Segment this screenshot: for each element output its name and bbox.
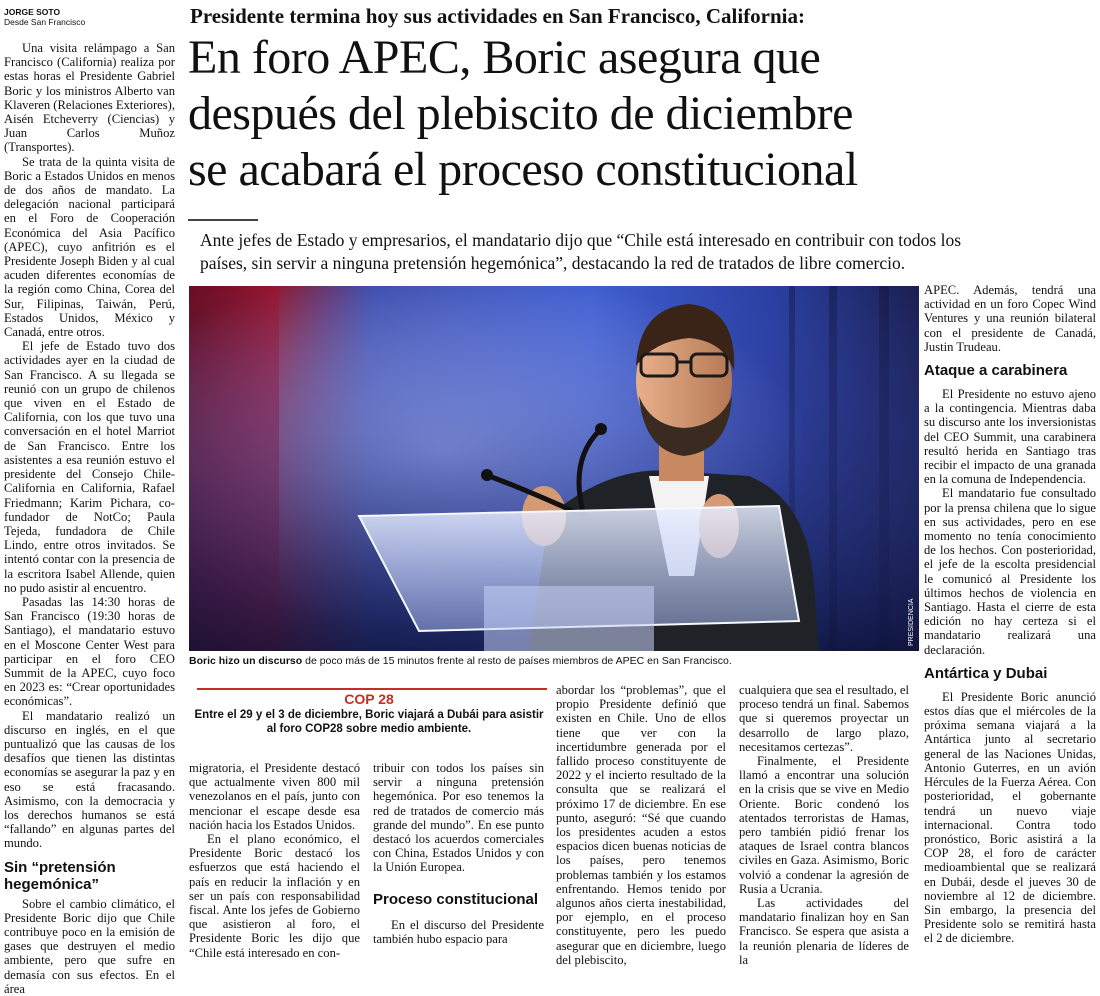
byline-author: JORGE SOTO: [4, 7, 61, 17]
headline-line-2: después del plebiscito de diciembre: [188, 87, 853, 140]
headline-divider: [188, 219, 258, 221]
col2-paragraph-1: migratoria, el Presidente destacó que actualmente viven 800 mil venezolanos en el país, junto con mencionar el escape desde esa nación hacia los Estados Unidos.: [189, 761, 360, 832]
cop28-title: COP 28: [344, 691, 394, 707]
subheading-antartica: Antártica y Dubai: [924, 664, 1048, 682]
cop28-box: [189, 688, 549, 740]
photo-illustration: [189, 286, 919, 651]
col5-paragraph-1: cualquiera que sea el resultado, el proceso tendrá un final. Sabemos que si queremos proyectar un desarrollo de largo plazo, necesitamos certezas”.: [739, 683, 909, 754]
subheading-pretension: Sin “pretensión hegemónica”: [4, 858, 116, 893]
column-3: [373, 761, 544, 946]
photo-caption: [189, 655, 929, 668]
col1-paragraph-6: Sobre el cambio climático, el Presidente Boric dijo que Chile contribuye poco en la emisión de gases que destruyen el medio ambiente, pero que sufre en demasía con sus efectos. En el área: [4, 896, 175, 996]
column-5: [739, 683, 909, 967]
col2-paragraph-2: En el plano económico, el Presidente Boric destacó los esfuerzos que está haciendo el país en reducir la inflación y en ser un país con responsabilidad fiscal. Ante los jefes de Gobierno que asistieron al foro, el Presidente Boric les dijo que “Chile está interesado en con-: [189, 832, 360, 960]
headline-line-1: En foro APEC, Boric asegura que: [188, 31, 821, 84]
col1-paragraph-5: El mandatario realizó un discurso en inglés, en el que puntualizó que las causas de los desafíos que tienen las distintas economías se asegurar la paz y en eso se está fracasando. Asimismo, con la democracia y los derechos humanos se está “fallando” en algunas partes del mundo.: [4, 708, 175, 851]
col3-paragraph-1: tribuir con todos los países sin servir a ninguna pretensión hegemónica. Por eso tenemos la red de tratados de comercio más grande del mundo”. En ese punto destacó los acuerdos comerciales con China, Estados Unidos y con la Unión Europea.: [373, 761, 544, 875]
deck-line-1: Ante jefes de Estado y empresarios, el mandatario dijo que “Chile está interesado en contribuir con todos los: [200, 230, 962, 250]
column-1: [4, 41, 175, 996]
column-4: [556, 683, 726, 967]
col1-paragraph-1: Una visita relámpago a San Francisco (California) realiza por estas horas el Presidente Gabriel Boric y los ministros Alberto van Klaveren (Relaciones Exteriores), Aisén Etcheverry (Ciencias) y Juan Carlos Muñoz (Transportes).: [4, 41, 175, 155]
caption-rest: de poco más de 15 minutos frente al resto de países miembros de APEC en San Francisco.: [302, 655, 732, 667]
col6-paragraph-4: El Presidente Boric anunció estos días que el miércoles de la próxima semana viajará a la Antártica junto al secretario general de las Naciones Unidas, Antonio Guterres, en un avión Hércules de la Fuerza Aérea. Con posterioridad, el gobernante tendrá un nuevo viaje internacional. Contra todo pronóstico, Boric asistirá a la COP 28, el foro de carácter medioambiental que se realizará en Dubái, desde el jueves 30 de noviembre al 12 de diciembre. Sin embargo, la presencia del Presidente solo se remitirá hasta el 2 de diciembre.: [924, 689, 1096, 946]
column-6: [924, 283, 1096, 946]
photo-boric-podium: [189, 286, 919, 651]
byline: [4, 7, 174, 27]
col5-paragraph-2: Finalmente, el Presidente llamó a encontrar una solución en la crisis que se vive en Medio Oriente. Boric condenó los atentados terroristas de Hamas, pero también pidió frenar los ataques de Israel contra blancos civiles en Gaza. Asimismo, Boric volvió a condenar la agresión de Rusia a Ucrania.: [739, 754, 909, 896]
col4-paragraph-1: abordar los “problemas”, que el propio Presidente definió que existen en Chile. Uno de ellos tiene que ver con la incertidumbre generada por el fallido proceso constituyente de 2022 y el incierto resultado de la consulta que se realizará el próximo 17 de diciembre. En ese punto, aseguró: “Sé que cuando los presidentes acuden a estos espacios dicen buenas noticias de los países, pero tenemos problemas también y los estamos enfrentando. Hemos tenido por algunos años cierta inestabilidad, por ejemplo, en el proceso constituyente, pero les puedo asegurar que en diciembre, luego del plebiscito,: [556, 683, 726, 967]
col1-paragraph-3: El jefe de Estado tuvo dos actividades ayer en la ciudad de San Francisco. A su llegada se reunió con un grupo de chilenos que viven en el Estado de California, con los que tuvo una conversación en el hotel Marriot de San Francisco. Entre los asistentes a esa reunión estuvo el presidente del Consejo Chile-California en California, Rafael Friedmann; Karim Pichara, co-fundador de NotCo; Paula Tejeda, fundadora de Chile Lindo, entre otros invitados. Se intentó contar con la presencia de la escritora Isabel Allende, quien no pudo asistir al encuentro.: [4, 339, 175, 595]
subheading-ataque: Ataque a carabinera: [924, 362, 1068, 380]
headline-line-3: se acabará el proceso constitucional: [188, 143, 858, 196]
byline-location: Desde San Francisco: [4, 17, 86, 27]
caption-bold: Boric hizo un discurso: [189, 655, 303, 667]
col1-paragraph-4: Pasadas las 14:30 horas de San Francisco (19:30 horas de Santiago), el mandatario estuvo en el Moscone Center West para participar en el foro CEO Summit de la APEC, cuyo foco en 2023 es: “Crear oportunidades económicas”.: [4, 594, 175, 709]
col6-paragraph-1: APEC. Además, tendrá una actividad en un foro Copec Wind Ventures y una reunión bilateral con el presidente de Canadá, Justin Trudeau.: [924, 283, 1096, 354]
col6-paragraph-2: El Presidente no estuvo ajeno a la contingencia. Mientras daba su discurso ante los inversionistas del CEO Summit, una carabinera resultó herida en Santiago tras recibir el impacto de una granada en la comuna de Independencia.: [924, 387, 1096, 487]
col1-paragraph-2: Se trata de la quinta visita de Boric a Estados Unidos en menos de dos años de mandato. La delegación nacional participará en el Foro de Cooperación Económica del Asia Pacífico (APEC), cuyo anfitrión es el Presidente Joseph Biden y al cual acuden diferentes economías de la región como China, Corea del Sur, Filipinas, Taiwán, Perú, Estados Unidos, México y Canadá, entre otros.: [4, 154, 175, 340]
cop28-rule: [197, 688, 547, 690]
deck: [200, 229, 1095, 275]
col5-paragraph-3: Las actividades del mandatario finalizan hoy en San Francisco. Se espera que asista a la reunión plenaria de líderes de la: [739, 896, 909, 967]
cop28-body: Entre el 29 y el 3 de diciembre, Boric viajará a Dubái para asistir al foro COP28 sobre medio ambiente.: [194, 709, 544, 735]
subheading-proceso: Proceso constitucional: [373, 890, 539, 908]
photo-credit: PRESIDENCIA: [908, 598, 915, 646]
col6-paragraph-3: El mandatario fue consultado por la prensa chilena que lo sigue en sus actividades, pero en ese momento no tenía conocimiento de los hechos. Con posterioridad, el jefe de la escolta presidencial le comunicó al Presidente los últimos hechos de violencia en Santiago. Hasta el cierre de esta edición no hay certeza si el mandatario realizará una declaración.: [924, 486, 1096, 657]
kicker: Presidente termina hoy sus actividades en San Francisco, California:: [190, 4, 806, 28]
headline: [188, 30, 1093, 198]
deck-line-2: países, sin servir a ninguna pretensión hegemónica”, destacando la red de tratados de libre comercio.: [200, 253, 906, 273]
col3-paragraph-2: En el discurso del Presidente también hubo espacio para: [373, 917, 544, 946]
column-2: [189, 761, 360, 960]
